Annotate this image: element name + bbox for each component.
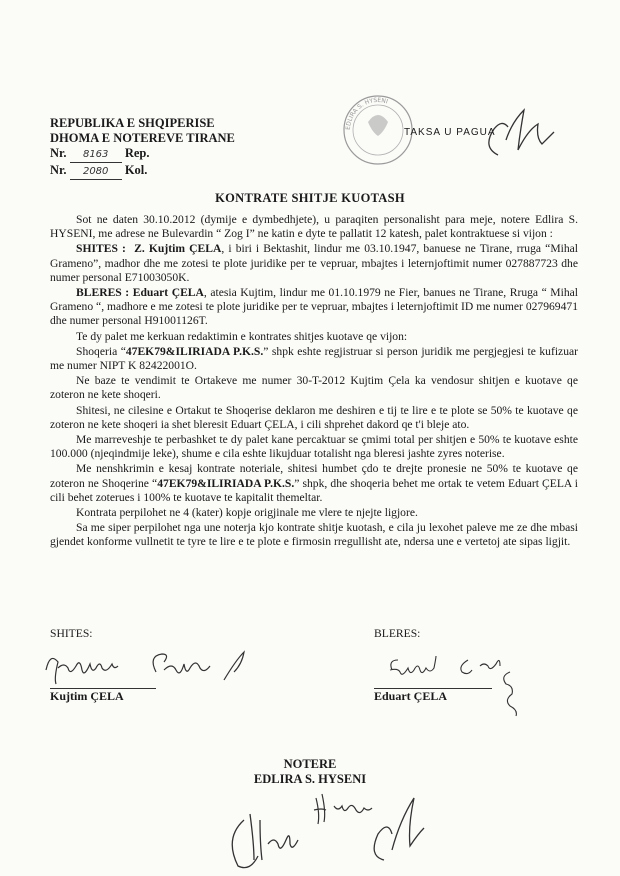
seller-signature-label: SHITES:	[50, 627, 93, 640]
copies-paragraph: Kontrata perpilohet ne 4 (kater) kopje origjinale me vlere te njejte ligjore.	[76, 506, 418, 520]
tax-paid-stamp: TAKSA U PAGUA	[404, 127, 496, 138]
header-rep-line: Nr. 8163 Rep.	[50, 146, 235, 163]
buyer-paragraph: BLERES : Eduart ÇELA, atesia Kujtim, lindur me 01.10.1979 ne Fier, banues ne Tirane, Rruga “ Mihal Grameno “, madhore e me zotesi te plote juridike per te vepruar, mbajtes i leternjoftimit ID me numer 027969471 dhe numer personal H91001126T.	[50, 286, 578, 328]
buyer-handwritten-signature	[384, 652, 524, 722]
decision-paragraph: Ne baze te vendimit te Ortakeve me numer 30-T-2012 Kujtim Çela ka vendosur shitjen e kuotave qe zoteron ne kete shoqeri.	[50, 374, 578, 402]
notary-name: EDLIRA S. HYSENI	[253, 772, 367, 786]
company-name: 47EK79&ILIRIADA P.K.S.	[125, 344, 264, 358]
notary-handwritten-signature	[222, 780, 432, 876]
seller-paragraph: SHITES : Z. Kujtim ÇELA, i biri i Bektashit, lindur me 03.10.1947, banuese ne Tirane, rruga “Mihal Grameno”, madhor dhe me zotesi te plote juridike per te vepruar, mbajtes i leternjoftimit numer 027887723 dhe numer personal E71003050K.	[50, 242, 579, 284]
document-title: KONTRATE SHITJE KUOTASH	[215, 191, 405, 205]
rep-number: 8163	[70, 147, 122, 163]
header-republic: REPUBLIKA E SHQIPERISE	[50, 116, 215, 130]
buyer-name: Eduart ÇELA	[132, 286, 204, 300]
buyer-signature-label: BLERES:	[374, 627, 421, 640]
document-header	[50, 116, 235, 180]
stamp-signature	[478, 100, 558, 170]
seller-name: Z. Kujtim ÇELA	[134, 242, 222, 256]
intro-paragraph: Sot ne daten 30.10.2012 (dymije e dymbedhjete), u paraqiten personalisht para meje, notere Edlira S. HYSENI, me adrese ne Bulevardin “ Zog I” ne katin e dyte te pallatit 12 katesh, palet kontraktuese si vijon :	[50, 213, 578, 241]
closing-paragraph: Sa me siper perpilohet nga une noterja kjo kontrate shitje kuotash, e cila ju lexohet paleve me ze dhe mbasi gjendet konforme vullnetit te tyre te lire e te plote e firmosin rregullisht ate, ndersa une e vertetoj ate sipas ligjit.	[50, 521, 578, 549]
company-paragraph: Shoqeria “47EK79&ILIRIADA P.K.S.” shpk eshte regjistruar si person juridik me pergjegjesi te kufizuar me numer NIPT K 82422001O.	[50, 344, 579, 373]
seller-declaration-paragraph: Shitesi, ne cilesine e Ortakut te Shoqerise deklaron me deshiren e tij te lire e te plote se 50% te kuotave qe zoteron ne kete shoqeri ia shet bleresit Eduart ÇELA, i cili shprehet dakord qe t'i bleje ato.	[50, 403, 578, 431]
notary-title: NOTERE	[283, 757, 337, 771]
parties-request-paragraph: Te dy palet me kerkuan redaktimin e kontrates shitjes kuotave qe vijon:	[76, 329, 408, 343]
header-chamber: DHOMA E NOTEREVE TIRANE	[50, 131, 235, 145]
kol-number: 2080	[70, 164, 122, 180]
company-name: 47EK79&ILIRIADA P.K.S.	[157, 476, 295, 490]
header-kol-line: Nr. 2080 Kol.	[50, 163, 235, 180]
seller-printed-name: Kujtim ÇELA	[50, 689, 124, 703]
seller-handwritten-signature	[36, 640, 256, 690]
svg-text:EDLIRA S. HYSENI: EDLIRA S. HYSENI	[344, 96, 389, 131]
buyer-printed-name: Eduart ÇELA	[374, 689, 448, 703]
price-paragraph: Me marreveshje te perbashket te dy palet kane percaktuar se çmimi total per shitjen e 50% te kuotave eshte 100.000 (njeqindmije leke), shume e cila eshte likujduar totalisht nga bleresi jashte zyres noterise.	[50, 433, 578, 461]
contract-body	[50, 213, 578, 551]
transfer-paragraph: Me nenshkrimin e kesaj kontrate noteriale, shitesi humbet çdo te drejte pronesie ne 50% te kuotave qe zoteron ne Shoqerine “47EK79&ILIRIADA P.K.S.” shpk, dhe shoqeria behet me ortak te vetem Eduart ÇELA i cili behet zoterues i 100% te kuotave te kapitalit themeltar.	[50, 462, 579, 504]
